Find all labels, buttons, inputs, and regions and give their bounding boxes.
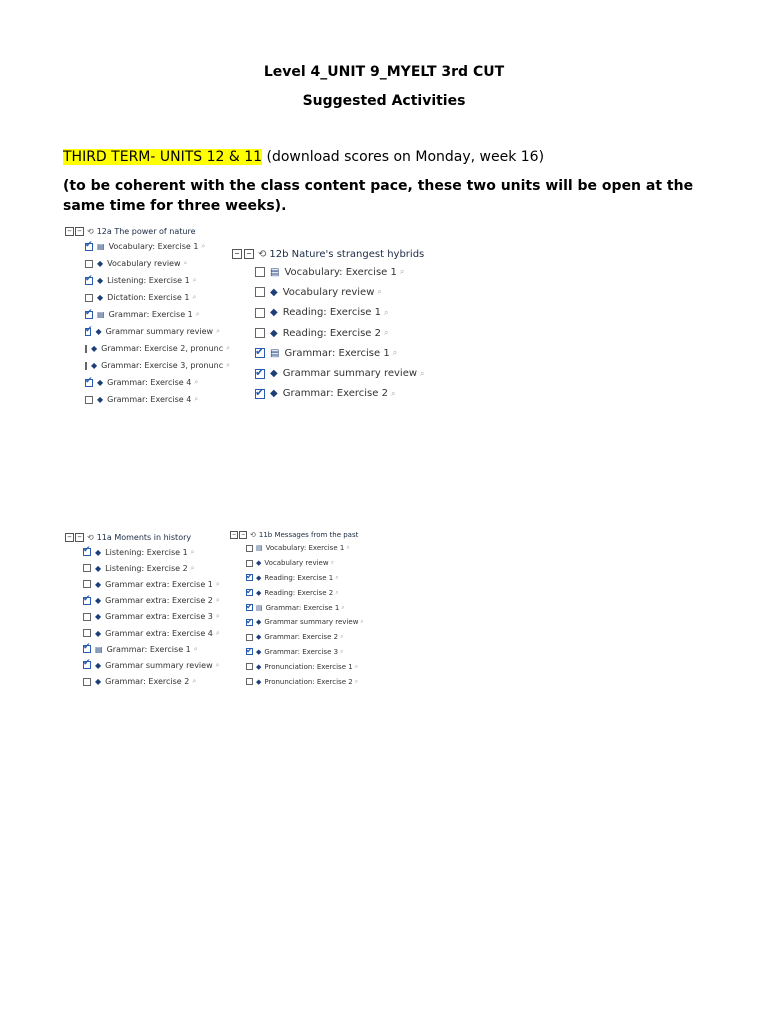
- magnifier-icon[interactable]: ⌕: [346, 544, 350, 552]
- book-icon: ◆: [95, 677, 102, 687]
- panel-header-label: 12a The power of nature: [96, 226, 196, 236]
- magnifier-icon[interactable]: ⌕: [340, 633, 344, 641]
- panel-header-label: 12b Nature's strangest hybrids: [269, 248, 425, 260]
- magnifier-icon[interactable]: ⌕: [192, 276, 197, 284]
- activity-label: Grammar extra: Exercise 4: [105, 628, 213, 638]
- activity-checkbox[interactable]: [246, 560, 253, 567]
- activity-checkbox[interactable]: [85, 379, 93, 387]
- activity-row[interactable]: [65, 238, 220, 255]
- collapse-icon[interactable]: −: [75, 533, 84, 542]
- book-icon: ◆: [256, 677, 262, 686]
- magnifier-icon[interactable]: ⌕: [360, 618, 364, 626]
- activity-row[interactable]: [230, 615, 364, 630]
- expand-icon[interactable]: −: [232, 249, 242, 259]
- activity-row[interactable]: [65, 272, 220, 289]
- activity-icon: ▤: [95, 644, 103, 654]
- magnifier-icon[interactable]: ⌕: [354, 662, 359, 670]
- magnifier-icon[interactable]: ⌕: [215, 660, 220, 669]
- activity-row[interactable]: [230, 541, 364, 556]
- activity-label: Pronunciation: Exercise 1: [264, 662, 353, 671]
- book-icon: ◆: [95, 612, 102, 622]
- activity-checkbox[interactable]: [246, 634, 253, 641]
- magnifier-icon[interactable]: ⌕: [377, 287, 382, 297]
- unit-11b-panel: [230, 529, 364, 689]
- unit-12a-panel: [65, 224, 231, 408]
- book-icon: ◆: [97, 395, 104, 404]
- sync-icon: ⟲: [87, 532, 94, 542]
- activity-row[interactable]: [65, 674, 220, 690]
- activity-label: Grammar summary review: [264, 618, 359, 627]
- activity-checkbox[interactable]: [85, 396, 93, 404]
- activity-row[interactable]: [232, 282, 425, 302]
- magnifier-icon[interactable]: ⌕: [226, 361, 231, 369]
- book-icon: ◆: [95, 596, 102, 606]
- activity-checkbox[interactable]: [246, 619, 253, 626]
- panel-header-label: 11b Messages from the past: [258, 531, 359, 539]
- activity-row[interactable]: [65, 374, 220, 391]
- magnifier-icon[interactable]: ⌕: [192, 293, 197, 301]
- activity-label: Grammar: Exercise 3, pronunc: [101, 361, 224, 370]
- activity-row[interactable]: [65, 391, 220, 408]
- book-icon: ◆: [95, 547, 102, 557]
- activity-label: Grammar summary review: [282, 368, 418, 380]
- pace-note: (to be coherent with the class content pace, these two units will be open at the same time for three weeks).: [63, 178, 694, 214]
- term-line: [63, 149, 544, 165]
- activity-icon: ▤: [97, 310, 105, 319]
- magnifier-icon[interactable]: ⌕: [384, 307, 389, 317]
- book-icon: ◆: [91, 344, 98, 353]
- activity-row[interactable]: [230, 659, 364, 674]
- activity-label: Vocabulary: Exercise 1: [284, 266, 397, 278]
- activity-row[interactable]: [65, 625, 220, 641]
- activity-checkbox[interactable]: [246, 545, 253, 552]
- book-icon: ◆: [95, 327, 102, 336]
- activity-label: Vocabulary review: [107, 259, 181, 268]
- activity-checkbox[interactable]: [85, 294, 93, 302]
- activity-row[interactable]: [230, 645, 364, 660]
- activity-row[interactable]: [232, 363, 425, 383]
- activity-label: Listening: Exercise 1: [107, 276, 190, 285]
- magnifier-icon[interactable]: ⌕: [201, 242, 206, 250]
- activity-label: Grammar extra: Exercise 3: [105, 612, 213, 622]
- activity-label: Listening: Exercise 1: [105, 547, 188, 557]
- activity-checkbox[interactable]: [246, 589, 253, 596]
- magnifier-icon[interactable]: ⌕: [190, 547, 195, 556]
- activity-row[interactable]: [65, 544, 220, 560]
- activity-row[interactable]: [65, 657, 220, 673]
- activity-checkbox[interactable]: [255, 369, 265, 379]
- activity-row[interactable]: [65, 340, 231, 357]
- activity-checkbox[interactable]: [85, 260, 93, 268]
- activity-label: Grammar extra: Exercise 2: [105, 596, 213, 606]
- activity-icon: ▤: [256, 544, 263, 553]
- book-icon: ◆: [270, 286, 278, 298]
- book-icon: ◆: [270, 368, 278, 380]
- book-icon: ◆: [270, 327, 278, 339]
- book-icon: ◆: [256, 662, 262, 671]
- collapse-icon[interactable]: −: [75, 227, 84, 236]
- book-icon: ◆: [95, 563, 102, 573]
- magnifier-icon[interactable]: ⌕: [216, 327, 220, 335]
- activity-row[interactable]: [65, 255, 220, 272]
- activity-checkbox[interactable]: [255, 389, 265, 399]
- activity-label: Grammar extra: Exercise 1: [105, 579, 213, 589]
- activity-row[interactable]: [65, 560, 220, 576]
- activity-checkbox[interactable]: [85, 243, 93, 251]
- activity-checkbox[interactable]: [255, 308, 265, 318]
- book-icon: ◆: [256, 633, 262, 642]
- activity-label: Grammar: Exercise 4: [107, 378, 192, 387]
- activity-checkbox[interactable]: [83, 548, 91, 556]
- activity-label: Reading: Exercise 1: [264, 573, 334, 582]
- activity-row[interactable]: [232, 323, 425, 343]
- activity-label: Grammar: Exercise 2, pronunc: [101, 344, 224, 353]
- expand-icon[interactable]: −: [230, 531, 238, 539]
- panel-header: [65, 530, 220, 544]
- activity-icon: ▤: [270, 266, 280, 278]
- magnifier-icon[interactable]: ⌕: [194, 395, 199, 403]
- expand-icon[interactable]: −: [65, 533, 74, 542]
- magnifier-icon[interactable]: ⌕: [354, 677, 359, 685]
- activity-checkbox[interactable]: [255, 287, 265, 297]
- activity-checkbox[interactable]: [246, 648, 253, 655]
- magnifier-icon[interactable]: ⌕: [384, 328, 389, 338]
- activity-icon: ▤: [256, 603, 263, 612]
- activity-label: Grammar: Exercise 1: [106, 644, 191, 654]
- book-icon: ◆: [95, 660, 102, 670]
- book-icon: ◆: [97, 259, 104, 268]
- unit-11a-panel: [65, 530, 220, 690]
- activity-row[interactable]: [65, 593, 220, 609]
- activity-label: Grammar: Exercise 2: [282, 388, 388, 400]
- activity-checkbox[interactable]: [83, 597, 91, 605]
- activity-label: Grammar summary review: [105, 660, 213, 670]
- magnifier-icon[interactable]: ⌕: [193, 644, 198, 653]
- activity-label: Reading: Exercise 2: [264, 588, 334, 597]
- book-icon: ◆: [270, 388, 278, 400]
- magnifier-icon[interactable]: ⌕: [215, 596, 220, 605]
- activity-checkbox[interactable]: [85, 345, 87, 353]
- activity-checkbox[interactable]: [83, 661, 91, 669]
- activity-label: Reading: Exercise 2: [282, 327, 381, 339]
- magnifier-icon[interactable]: ⌕: [335, 573, 339, 581]
- activity-row[interactable]: [65, 609, 220, 625]
- sync-icon: ⟲: [250, 531, 256, 539]
- activity-checkbox[interactable]: [246, 663, 253, 670]
- activity-row[interactable]: [65, 306, 220, 323]
- term-highlight: THIRD TERM- UNITS 12 & 11: [63, 149, 263, 165]
- document-subtitle: Suggested Activities: [302, 93, 466, 109]
- activity-label: Listening: Exercise 2: [105, 563, 188, 573]
- activity-checkbox[interactable]: [83, 580, 91, 588]
- book-icon: ◆: [270, 307, 278, 319]
- collapse-icon[interactable]: −: [239, 531, 247, 539]
- activity-label: Vocabulary review: [282, 286, 375, 298]
- magnifier-icon[interactable]: ⌕: [190, 563, 195, 572]
- activity-checkbox[interactable]: [255, 328, 265, 338]
- activity-label: Grammar: Exercise 1: [108, 310, 193, 319]
- magnifier-icon[interactable]: ⌕: [192, 677, 197, 686]
- activity-row[interactable]: [65, 641, 220, 657]
- book-icon: ◆: [256, 618, 262, 627]
- activity-checkbox[interactable]: [83, 564, 91, 572]
- activity-row[interactable]: [65, 576, 220, 592]
- magnifier-icon[interactable]: ⌕: [420, 368, 425, 378]
- activity-label: Grammar: Exercise 1: [284, 347, 390, 359]
- activity-label: Grammar: Exercise 3: [264, 647, 339, 656]
- book-icon: ◆: [256, 573, 262, 582]
- activity-row[interactable]: [230, 630, 364, 645]
- panel-header: [232, 246, 425, 262]
- activity-label: Pronunciation: Exercise 2: [264, 677, 353, 686]
- activity-checkbox[interactable]: [246, 678, 253, 685]
- magnifier-icon[interactable]: ⌕: [195, 310, 200, 318]
- activity-row[interactable]: [232, 384, 425, 404]
- book-icon: ◆: [95, 579, 102, 589]
- activity-label: Grammar: Exercise 1: [265, 603, 340, 612]
- activity-label: Grammar: Exercise 2: [105, 677, 190, 687]
- activity-row[interactable]: [230, 556, 364, 571]
- activity-row[interactable]: [230, 600, 364, 615]
- magnifier-icon[interactable]: ⌕: [330, 559, 334, 567]
- magnifier-icon[interactable]: ⌕: [183, 259, 188, 267]
- activity-label: Grammar: Exercise 2: [264, 633, 339, 642]
- magnifier-icon[interactable]: ⌕: [340, 647, 344, 655]
- sync-icon: ⟲: [258, 248, 267, 260]
- activity-label: Vocabulary review: [264, 559, 329, 568]
- activity-checkbox[interactable]: [83, 613, 91, 621]
- activity-label: Reading: Exercise 1: [282, 307, 381, 319]
- activity-icon: ▤: [270, 347, 280, 359]
- activity-row[interactable]: [65, 289, 220, 306]
- activity-row[interactable]: [232, 303, 425, 323]
- activity-row[interactable]: [230, 571, 364, 586]
- magnifier-icon[interactable]: ⌕: [215, 628, 220, 637]
- activity-row[interactable]: [65, 323, 220, 340]
- activity-checkbox[interactable]: [85, 362, 87, 370]
- panel-header: [230, 529, 364, 541]
- book-icon: ◆: [256, 588, 262, 597]
- magnifier-icon[interactable]: ⌕: [392, 348, 398, 358]
- book-icon: ◆: [256, 647, 262, 656]
- activity-checkbox[interactable]: [255, 348, 265, 358]
- panel-header-label: 11a Moments in history: [96, 532, 192, 542]
- activity-row[interactable]: [65, 357, 231, 374]
- activity-label: Vocabulary: Exercise 1: [265, 544, 345, 553]
- activity-row[interactable]: [232, 262, 425, 282]
- term-detail: (download scores on Monday, week 16): [262, 149, 545, 165]
- activity-icon: ▤: [97, 242, 105, 251]
- activity-checkbox[interactable]: [83, 678, 91, 686]
- book-icon: ◆: [256, 559, 262, 568]
- activity-checkbox[interactable]: [85, 277, 93, 285]
- sync-icon: ⟲: [87, 226, 94, 236]
- document-title: Level 4_UNIT 9_MYELT 3rd CUT: [263, 64, 505, 80]
- magnifier-icon[interactable]: ⌕: [341, 603, 345, 611]
- activity-row[interactable]: [230, 585, 364, 600]
- collapse-icon[interactable]: −: [244, 249, 254, 259]
- magnifier-icon[interactable]: ⌕: [399, 267, 405, 277]
- magnifier-icon[interactable]: ⌕: [390, 388, 396, 398]
- panel-header: [65, 224, 220, 238]
- magnifier-icon[interactable]: ⌕: [335, 588, 339, 596]
- activity-checkbox[interactable]: [85, 328, 91, 336]
- book-icon: ◆: [97, 378, 104, 387]
- activity-checkbox[interactable]: [83, 645, 91, 653]
- magnifier-icon[interactable]: ⌕: [215, 579, 220, 588]
- activity-row[interactable]: [230, 674, 364, 689]
- book-icon: ◆: [95, 628, 102, 638]
- activity-checkbox[interactable]: [255, 267, 265, 277]
- unit-12b-panel: [232, 246, 425, 404]
- activity-row[interactable]: [232, 343, 425, 363]
- book-icon: ◆: [97, 276, 104, 285]
- activity-checkbox[interactable]: [85, 311, 93, 319]
- activity-checkbox[interactable]: [246, 604, 253, 611]
- book-icon: ◆: [97, 293, 104, 302]
- book-icon: ◆: [91, 361, 98, 370]
- magnifier-icon[interactable]: ⌕: [226, 344, 231, 352]
- activity-label: Vocabulary: Exercise 1: [108, 242, 199, 251]
- magnifier-icon[interactable]: ⌕: [194, 378, 199, 386]
- activity-label: Grammar summary review: [105, 327, 214, 336]
- activity-checkbox[interactable]: [246, 574, 253, 581]
- activity-checkbox[interactable]: [83, 629, 91, 637]
- magnifier-icon[interactable]: ⌕: [215, 612, 220, 621]
- activity-label: Grammar: Exercise 4: [107, 395, 192, 404]
- activity-label: Dictation: Exercise 1: [107, 293, 190, 302]
- expand-icon[interactable]: −: [65, 227, 74, 236]
